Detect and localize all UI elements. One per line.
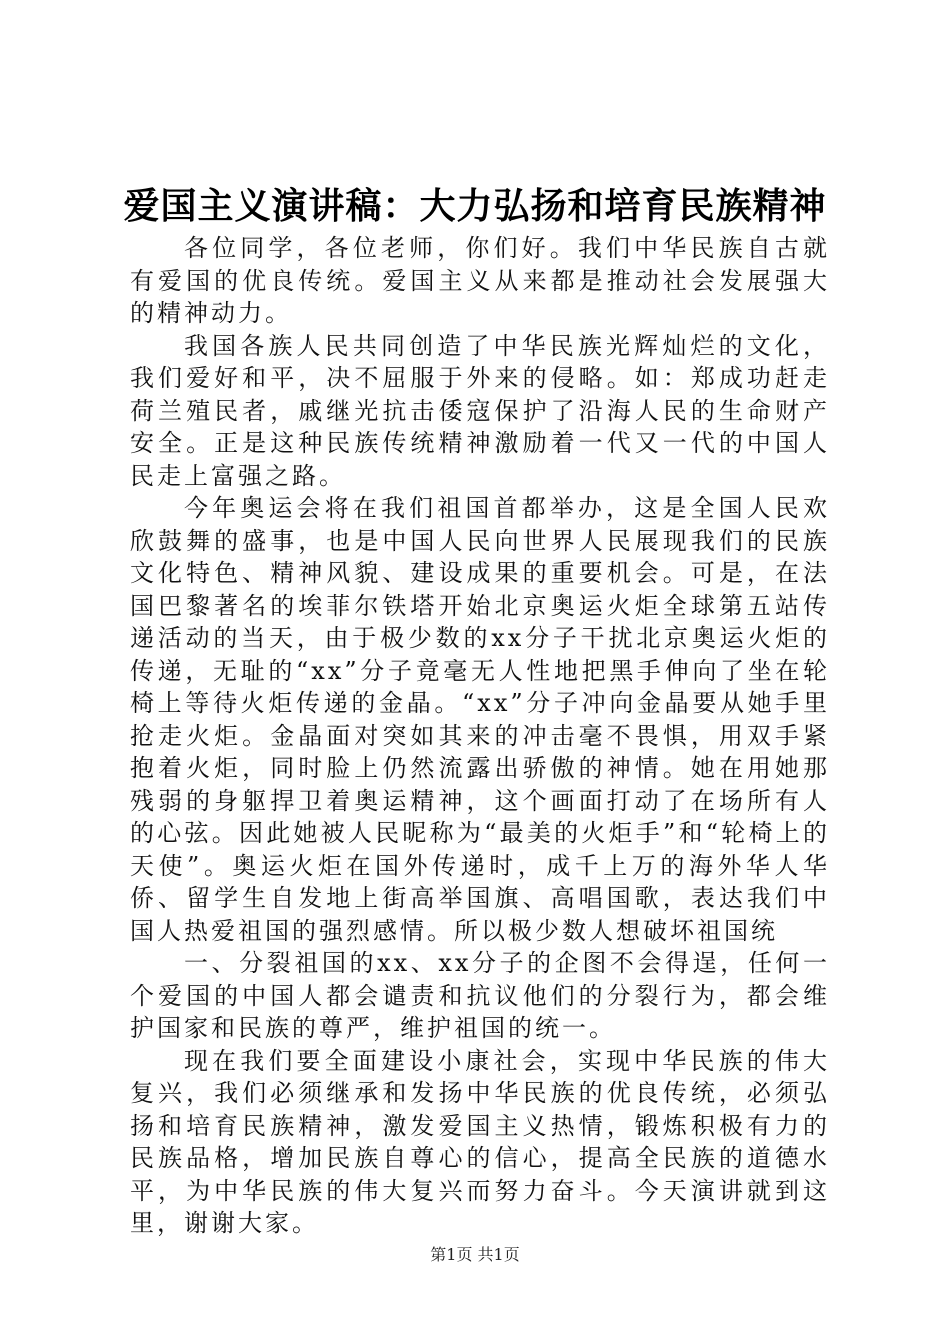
document-title: 爱国主义演讲稿：大力弘扬和培育民族精神 (123, 185, 827, 227)
paragraph-conclusion: 现在我们要全面建设小康社会，实现中华民族的伟大复兴，我们必须继承和发扬中华民族的优良传统，必须弘扬和培育民族精神，激发爱国主义热情，锻炼积极有力的民族品格，增加民族自尊心的信心，提高全民族的道德水平，为中华民族的伟大复兴而努力奋斗。今天演讲就到这里，谢谢大家。 (130, 1046, 830, 1237)
paragraph-greeting: 各位同学，各位老师，你们好。我们中华民族自古就有爱国的优良传统。爱国主义从来都是推动社会发展强大的精神动力。 (130, 234, 830, 327)
page-number: 第1页 共1页 (430, 1245, 520, 1264)
paragraph-history: 我国各族人民共同创造了中华民族光辉灿烂的文化，我们爱好和平，决不屈服于外来的侵略。如：郑成功赶走荷兰殖民者，戚继光抗击倭寇保护了沿海人民的生命财产安全。正是这种民族传统精神激励着一代又一代的中国人民走上富强之路。 (130, 331, 830, 490)
paragraph-olympics: 今年奥运会将在我们祖国首都举办，这是全国人民欢欣鼓舞的盛事，也是中国人民向世界人民展现我们的民族文化特色、精神风貌、建设成果的重要机会。可是，在法国巴黎著名的埃菲尔铁塔开始北京奥运火炬全球第五站传递活动的当天，由于极少数的xx分子干扰北京奥运火炬的传递，无耻的“xx”分子竟毫无人性地把黑手伸向了坐在轮椅上等待火炬传递的金晶。“xx”分子冲向金晶要从她手里抢走火炬。金晶面对突如其来的冲击毫不畏惧，用双手紧抱着火炬，同时脸上仍然流露出骄傲的神情。她在用她那残弱的身躯捍卫着奥运精神，这个画面打动了在场所有人的心弦。因此她被人民昵称为“最美的火炬手”和“轮椅上的天使”。奥运火炬在国外传递时，成千上万的海外华人华侨、留学生自发地上街高举国旗、高唱国歌，表达我们中国人热爱祖国的强烈感情。所以极少数人想破坏祖国统 (130, 494, 830, 945)
paragraph-unity: 一、分裂祖国的xx、xx分子的企图不会得逞，任何一个爱国的中国人都会谴责和抗议他们的分裂行为，都会维护国家和民族的尊严，维护祖国的统一。 (130, 949, 830, 1042)
document-body (130, 232, 830, 1240)
